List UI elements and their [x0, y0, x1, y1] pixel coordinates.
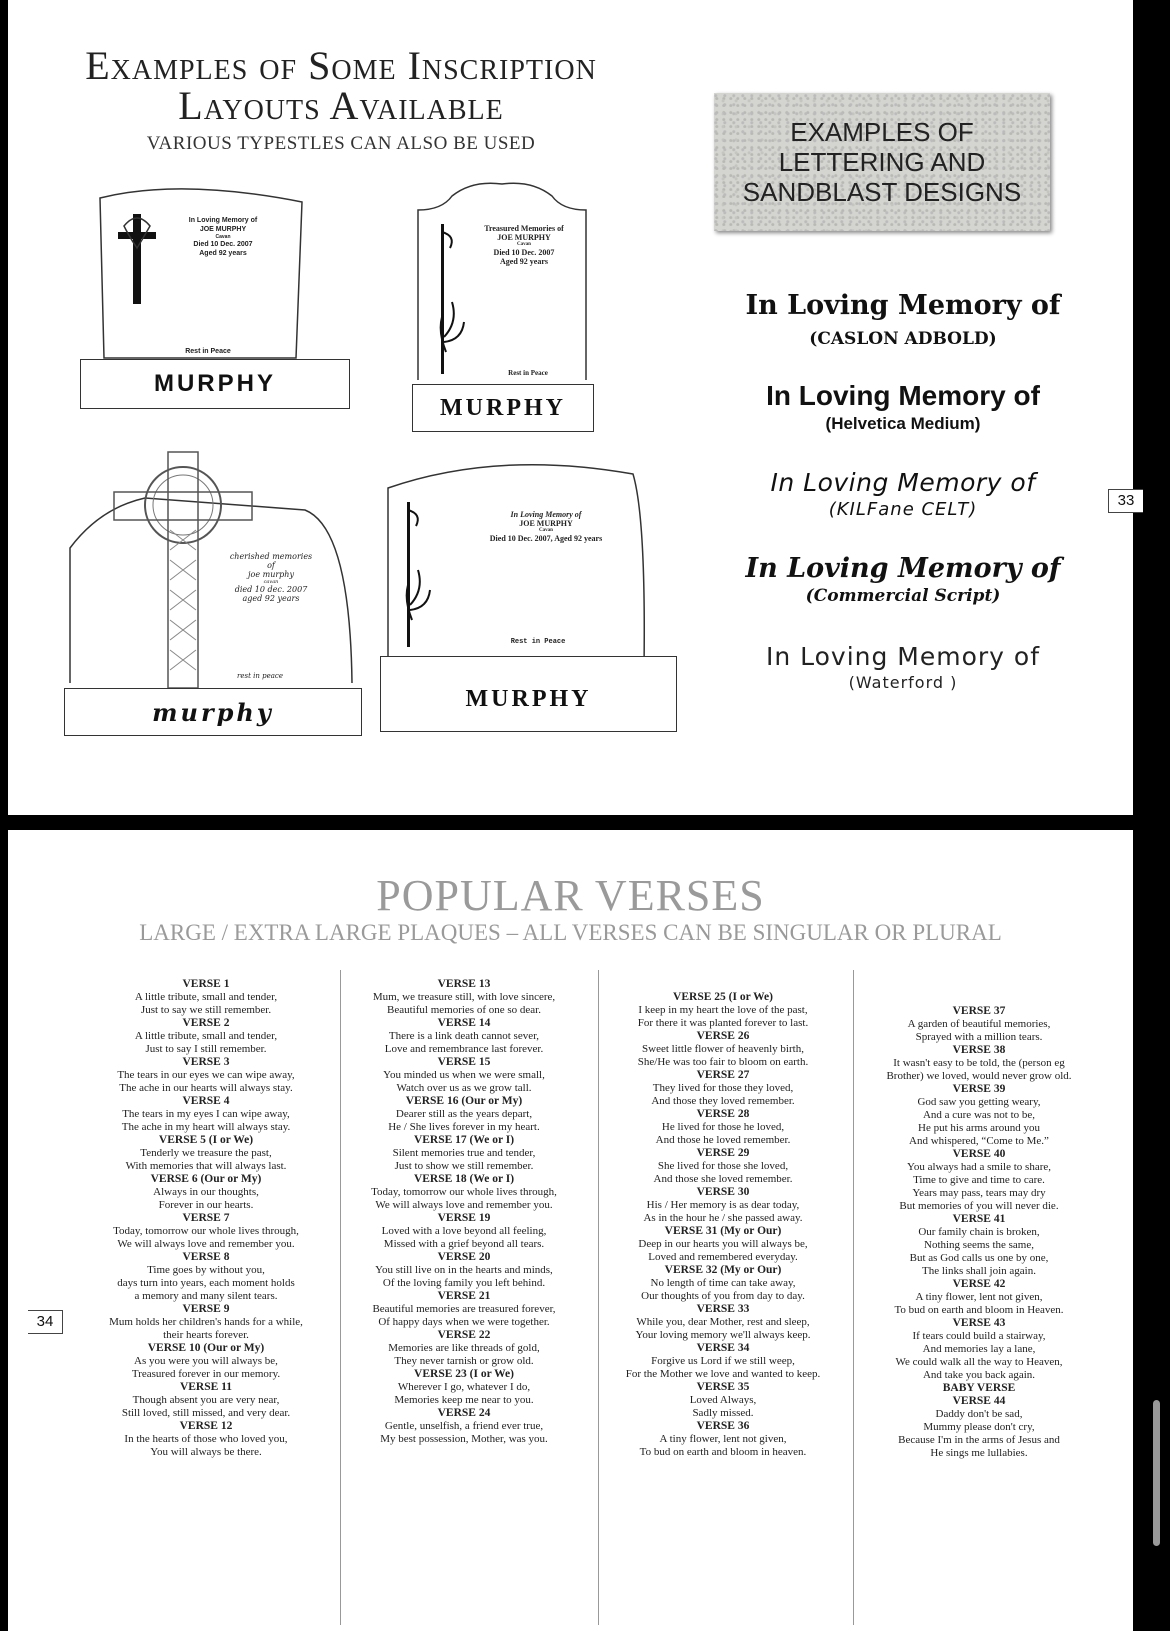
verse-column-2	[344, 978, 584, 1446]
verse-block	[86, 1173, 326, 1212]
verse-line: They never tarnish or grow old.	[394, 1355, 534, 1367]
verse-line: Of the loving family you left behind.	[382, 1277, 546, 1289]
verse-line: Love and remembrance last forever.	[384, 1043, 544, 1055]
verse-heading: VERSE 24	[437, 1407, 491, 1419]
verse-heading: VERSE 6 (Our or My)	[150, 1173, 262, 1185]
verse-line: To bud on earth and bloom in heaven.	[639, 1446, 807, 1458]
headstone-3-inscription: cherished memories of joe murphy cavan died 10 dec. 2007 aged 92 years	[229, 552, 313, 603]
verse-line: The links shall join again.	[922, 1265, 1036, 1277]
verse-heading: VERSE 12	[179, 1420, 233, 1432]
verse-block	[860, 1005, 1098, 1044]
headstone-4-base	[380, 656, 677, 732]
verse-heading: VERSE 20	[437, 1251, 491, 1263]
verse-line: But memories of you will never die.	[899, 1200, 1059, 1212]
headstone-2-base	[412, 384, 594, 432]
verse-heading: VERSE 10 (Our or My)	[147, 1342, 265, 1354]
verse-block	[86, 1251, 326, 1303]
verse-heading: VERSE 29	[696, 1147, 750, 1159]
verse-line: Silent memories true and tender,	[392, 1147, 536, 1159]
verse-line: Deep in our hearts you will always be,	[638, 1238, 808, 1250]
granite-banner	[714, 93, 1050, 231]
verse-line: And a cure was not to be,	[922, 1109, 1036, 1121]
verse-line: With memories that will always last.	[125, 1160, 287, 1172]
verse-line: Brother) we loved, would never grow old.	[886, 1070, 1072, 1082]
verse-line: Sadly missed.	[692, 1407, 754, 1419]
verse-block	[600, 1186, 846, 1225]
verse-line: To bud on earth and bloom in Heaven.	[894, 1304, 1064, 1316]
verse-heading: VERSE 37	[952, 1005, 1006, 1017]
verse-line: Today, tomorrow our whole lives through,	[371, 1186, 557, 1198]
verse-line: In the hearts of those who loved you,	[124, 1433, 288, 1445]
column-divider	[340, 970, 341, 1625]
verse-line: Daddy don't be sad,	[935, 1408, 1023, 1420]
verse-line: He sings me lullabies.	[930, 1447, 1028, 1459]
headstone-4-surname: MURPHY	[465, 685, 592, 712]
verse-heading: VERSE 43	[952, 1317, 1006, 1329]
page-subtitle: VARIOUS TYPESTLES CAN ALSO BE USED	[146, 133, 536, 154]
verse-block	[600, 1303, 846, 1342]
verse-line: Beautiful memories are treasured forever,	[372, 1303, 556, 1315]
verse-block	[86, 1134, 326, 1173]
verse-heading: VERSE 9	[182, 1303, 230, 1315]
verse-line: If tears could build a stairway,	[912, 1330, 1046, 1342]
verse-block	[600, 1381, 846, 1420]
page-title-line2: Layouts Available	[178, 83, 504, 128]
granite-line3: SANDBLAST DESIGNS	[742, 177, 1022, 207]
verse-line: You minded us when we were small,	[383, 1069, 545, 1081]
verse-block	[86, 1212, 326, 1251]
verse-line: He lived for those he loved,	[661, 1121, 785, 1133]
font-sample-kilfane: In Loving Memory of (KILFane CELT)	[770, 468, 1036, 520]
verse-block	[344, 1095, 584, 1134]
column-divider	[853, 970, 854, 1625]
verse-line: days turn into years, each moment holds	[117, 1277, 295, 1289]
verse-heading: VERSE 39	[952, 1083, 1006, 1095]
verse-line: And take you back again.	[922, 1369, 1036, 1381]
verse-line: A little tribute, small and tender,	[134, 991, 278, 1003]
verse-line: As you were you will always be,	[134, 1355, 278, 1367]
verse-line: their hearts forever.	[163, 1329, 249, 1341]
verse-heading: VERSE 32 (My or Our)	[664, 1264, 782, 1276]
verse-line: My best possession, Mother, was you.	[380, 1433, 548, 1445]
verse-block	[344, 1251, 584, 1290]
verse-heading: VERSE 34	[696, 1342, 750, 1354]
verse-heading: VERSE 23 (I or We)	[414, 1368, 514, 1380]
verse-heading: VERSE 4	[182, 1095, 230, 1107]
font-sample-helvetica: In Loving Memory of (Helvetica Medium)	[766, 380, 1040, 433]
verse-line: Time goes by without you,	[147, 1264, 265, 1276]
verse-line: It wasn't easy to be told, the (person eg	[893, 1057, 1065, 1069]
verse-column-4	[860, 1005, 1098, 1460]
headstone-4-inscription: In Loving Memory of JOE MURPHY Cavan Died 10 Dec. 2007, Aged 92 years	[489, 510, 603, 543]
verse-line: His / Her memory is as dear today,	[646, 1199, 800, 1211]
verse-line: A garden of beautiful memories,	[907, 1018, 1051, 1030]
verse-block	[344, 1017, 584, 1056]
verse-block	[86, 1303, 326, 1342]
verse-heading: VERSE 14	[437, 1017, 491, 1029]
verse-line: You still live on in the hearts and minds,	[375, 1264, 553, 1276]
headstone-2-surname: MURPHY	[440, 394, 566, 421]
verse-line: Because I'm in the arms of Jesus and	[898, 1434, 1060, 1446]
verse-line: Just to say I still remember.	[145, 1043, 267, 1055]
headstone-3-base	[64, 688, 362, 736]
verse-heading: VERSE 2	[182, 1017, 230, 1029]
verse-line: While you, dear Mother, rest and sleep,	[636, 1316, 810, 1328]
verse-line: He put his arms around you	[918, 1122, 1040, 1134]
verse-line: A tiny flower, lent not given,	[659, 1433, 787, 1445]
verse-line: For the Mother we love and wanted to keep.	[625, 1368, 821, 1380]
verse-block	[860, 1044, 1098, 1083]
verse-heading: VERSE 35	[696, 1381, 750, 1393]
verse-line: No length of time can take away,	[650, 1277, 796, 1289]
verse-block	[600, 1108, 846, 1147]
headstone-1-base	[80, 359, 350, 409]
verse-line: And those he loved remember.	[655, 1134, 791, 1146]
granite-line1: EXAMPLES OF	[790, 117, 974, 147]
verse-line: Time to give and time to care.	[913, 1174, 1045, 1186]
font-sample-commercial-script: In Loving Memory of (Commercial Script)	[745, 553, 1061, 606]
verse-line: God saw you getting weary,	[917, 1096, 1041, 1108]
verse-line: And memories lay a lane,	[922, 1343, 1036, 1355]
verse-line: The tears in my eyes I can wipe away,	[122, 1108, 290, 1120]
page-title-line1: Examples of Some Inscription	[85, 43, 597, 88]
verse-line: Beautiful memories of one so dear.	[387, 1004, 541, 1016]
verse-line: Memories are like threads of gold,	[388, 1342, 540, 1354]
verse-block	[600, 1225, 846, 1264]
verse-line: The ache in my heart will always stay.	[121, 1121, 291, 1133]
headstone-1-rip: Rest in Peace	[185, 348, 231, 355]
verse-block	[344, 1368, 584, 1407]
verse-heading: VERSE 25 (I or We)	[673, 991, 773, 1003]
verse-line: For there it was planted forever to last.	[637, 1017, 809, 1029]
verse-heading: VERSE 42	[952, 1278, 1006, 1290]
verse-line: They lived for those they loved,	[652, 1082, 794, 1094]
verse-block	[86, 1381, 326, 1420]
verse-heading: VERSE 44	[952, 1395, 1006, 1407]
verse-line: He / She lives forever in my heart.	[388, 1121, 540, 1133]
headstone-4-rip: Rest in Peace	[510, 638, 566, 646]
verse-heading: VERSE 21	[437, 1290, 491, 1302]
verse-block	[344, 1290, 584, 1329]
verse-block	[600, 1030, 846, 1069]
verse-line: Mummy please don't cry,	[923, 1421, 1035, 1433]
verse-block	[600, 991, 846, 1030]
page-33	[8, 0, 1133, 815]
verse-line: The tears in our eyes we can wipe away,	[117, 1069, 295, 1081]
verse-line: A tiny flower, lent not given,	[915, 1291, 1043, 1303]
verse-heading: VERSE 22	[437, 1329, 491, 1341]
verse-heading: VERSE 11	[179, 1381, 233, 1393]
page-number-33: 33	[1108, 489, 1143, 513]
cross-icon	[112, 212, 162, 307]
verse-column-1	[86, 978, 326, 1459]
verse-line: Still loved, still missed, and very dear.	[121, 1407, 291, 1419]
verse-line: Dearer still as the years depart,	[395, 1108, 533, 1120]
verse-block	[344, 1329, 584, 1368]
page-number-34: 34	[28, 1310, 63, 1334]
verse-block	[86, 1342, 326, 1381]
verse-line: Forgive us Lord if we still weep,	[651, 1355, 795, 1367]
verse-heading: VERSE 1	[182, 978, 230, 990]
verse-line: Forever in our hearts.	[158, 1199, 254, 1211]
verse-line: We will always love and remember you.	[117, 1238, 295, 1250]
verse-line: Just to show we still remember.	[394, 1160, 534, 1172]
verse-block	[344, 1134, 584, 1173]
verse-line: A little tribute, small and tender,	[134, 1030, 278, 1042]
headstone-3-surname: murphy	[152, 697, 274, 727]
verse-line: Your loving memory we'll always keep.	[635, 1329, 811, 1341]
verse-heading: VERSE 27	[696, 1069, 750, 1081]
verse-line: And those she loved remember.	[653, 1173, 793, 1185]
verse-heading: VERSE 16 (Our or My)	[405, 1095, 523, 1107]
headstone-2-rip: Rest in Peace	[508, 369, 548, 377]
verse-block	[344, 1407, 584, 1446]
verse-block	[344, 1212, 584, 1251]
verse-heading: VERSE 18 (We or I)	[413, 1173, 515, 1185]
verse-line: Today, tomorrow our whole lives through,	[113, 1225, 299, 1237]
verse-line: Tenderly we treasure the past,	[140, 1147, 272, 1159]
verse-heading: VERSE 30	[696, 1186, 750, 1198]
verse-heading: VERSE 26	[696, 1030, 750, 1042]
verse-line: Treasured forever in our memory.	[131, 1368, 281, 1380]
verse-block	[860, 1382, 1098, 1395]
verse-line: The ache in our hearts will always stay.	[119, 1082, 293, 1094]
granite-line2: LETTERING AND	[778, 147, 986, 177]
verse-block	[860, 1148, 1098, 1213]
verse-block	[86, 1095, 326, 1134]
verse-line: Watch over us as we grow tall.	[396, 1082, 532, 1094]
verse-line: Missed with a grief beyond all tears.	[383, 1238, 545, 1250]
verse-line: And those they loved remember.	[651, 1095, 795, 1107]
verse-heading: VERSE 15	[437, 1056, 491, 1068]
verse-block	[86, 1017, 326, 1056]
verse-line: Memories keep me near to you.	[394, 1394, 534, 1406]
verse-heading: VERSE 19	[437, 1212, 491, 1224]
verse-heading: VERSE 31 (My or Our)	[664, 1225, 782, 1237]
verse-line: Loved Always,	[689, 1394, 757, 1406]
verse-line: Sweet little flower of heavenly birth,	[642, 1043, 804, 1055]
verse-line: a memory and many silent tears.	[134, 1290, 278, 1302]
verse-heading: BABY VERSE	[942, 1382, 1016, 1394]
headstone-1-surname: MURPHY	[153, 370, 276, 397]
headstone-3-rip: rest in peace	[237, 672, 283, 680]
verse-block	[860, 1278, 1098, 1317]
verse-line: You will always be there.	[150, 1446, 262, 1458]
verse-block	[600, 1342, 846, 1381]
verse-block	[860, 1317, 1098, 1382]
verse-heading: VERSE 38	[952, 1044, 1006, 1056]
verse-line: I keep in my heart the love of the past,	[638, 1004, 808, 1016]
verses-subtitle: LARGE / EXTRA LARGE PLAQUES – ALL VERSES CAN BE SINGULAR OR PLURAL	[139, 920, 1002, 945]
verse-heading: VERSE 17 (We or I)	[413, 1134, 515, 1146]
verse-heading: VERSE 33	[696, 1303, 750, 1315]
verse-line: Though absent you are very near,	[132, 1394, 280, 1406]
verse-heading: VERSE 5 (I or We)	[158, 1134, 254, 1146]
verse-block	[344, 978, 584, 1017]
verse-heading: VERSE 7	[182, 1212, 230, 1224]
verse-block	[86, 978, 326, 1017]
verse-line: Loved and remembered everyday.	[648, 1251, 798, 1263]
verse-line: But as God calls us one by one,	[909, 1252, 1049, 1264]
scrollbar-thumb[interactable]	[1153, 1400, 1160, 1546]
verse-heading: VERSE 40	[952, 1148, 1006, 1160]
lily-icon-2	[404, 500, 434, 650]
verse-line: We will always love and remember you.	[375, 1199, 553, 1211]
font-sample-caslon: In Loving Memory of (CASLON ADBOLD)	[745, 290, 1061, 349]
verse-block	[344, 1173, 584, 1212]
column-divider	[598, 970, 599, 1625]
verse-heading: VERSE 41	[952, 1213, 1006, 1225]
page-34	[8, 830, 1133, 1631]
verse-line: Years may pass, tears may dry	[912, 1187, 1046, 1199]
verse-block	[344, 1056, 584, 1095]
verse-line: Sprayed with a million tears.	[915, 1031, 1043, 1043]
verse-line: Mum holds her children's hands for a while,	[109, 1316, 303, 1328]
verse-block	[860, 1213, 1098, 1278]
verse-line: Just to say we still remember.	[140, 1004, 272, 1016]
verse-line: She lived for those she loved,	[657, 1160, 789, 1172]
verse-heading: VERSE 28	[696, 1108, 750, 1120]
verse-block	[600, 1069, 846, 1108]
verse-line: Always in our thoughts,	[153, 1186, 259, 1198]
verse-line: Mum, we treasure still, with love sincere,	[372, 991, 556, 1003]
verse-line: And whispered, “Come to Me.”	[909, 1135, 1049, 1147]
verse-block	[600, 1147, 846, 1186]
verse-heading: VERSE 3	[182, 1056, 230, 1068]
verse-block	[86, 1420, 326, 1459]
verse-line: Loved with a love beyond all feeling,	[381, 1225, 547, 1237]
verse-line: Nothing seems the same,	[924, 1239, 1034, 1251]
verse-line: Our thoughts of you from day to day.	[641, 1290, 805, 1302]
verse-line: Our family chain is broken,	[918, 1226, 1040, 1238]
verse-line: We could walk all the way to Heaven,	[895, 1356, 1063, 1368]
verse-heading: VERSE 13	[437, 978, 491, 990]
verse-column-3	[600, 991, 846, 1459]
verse-heading: VERSE 36	[696, 1420, 750, 1432]
headstone-2-inscription: Treasured Memories of JOE MURPHY Cavan Died 10 Dec. 2007 Aged 92 years	[484, 224, 564, 266]
verse-line: As in the hour he / she passed away.	[643, 1212, 803, 1224]
verse-line: There is a link death cannot sever,	[388, 1030, 540, 1042]
font-sample-waterford: In Loving Memory of (Waterford )	[765, 642, 1041, 692]
verse-block	[600, 1264, 846, 1303]
verse-line: Of happy days when we were together.	[378, 1316, 550, 1328]
verse-line: She/He was too fair to bloom on earth.	[637, 1056, 809, 1068]
verse-line: Gentle, unselfish, a friend ever true,	[384, 1420, 544, 1432]
verse-block	[86, 1056, 326, 1095]
verse-block	[600, 1420, 846, 1459]
verse-line: You always had a smile to share,	[907, 1161, 1051, 1173]
verse-block	[860, 1083, 1098, 1148]
verse-line: Wherever I go, whatever I do,	[397, 1381, 531, 1393]
headstone-1-inscription: In Loving Memory of JOE MURPHY Cavan Died 10 Dec. 2007 Aged 92 years	[188, 217, 258, 257]
verse-block	[860, 1395, 1098, 1460]
verses-title: POPULAR VERSES	[376, 871, 765, 920]
verse-heading: VERSE 8	[182, 1251, 230, 1263]
